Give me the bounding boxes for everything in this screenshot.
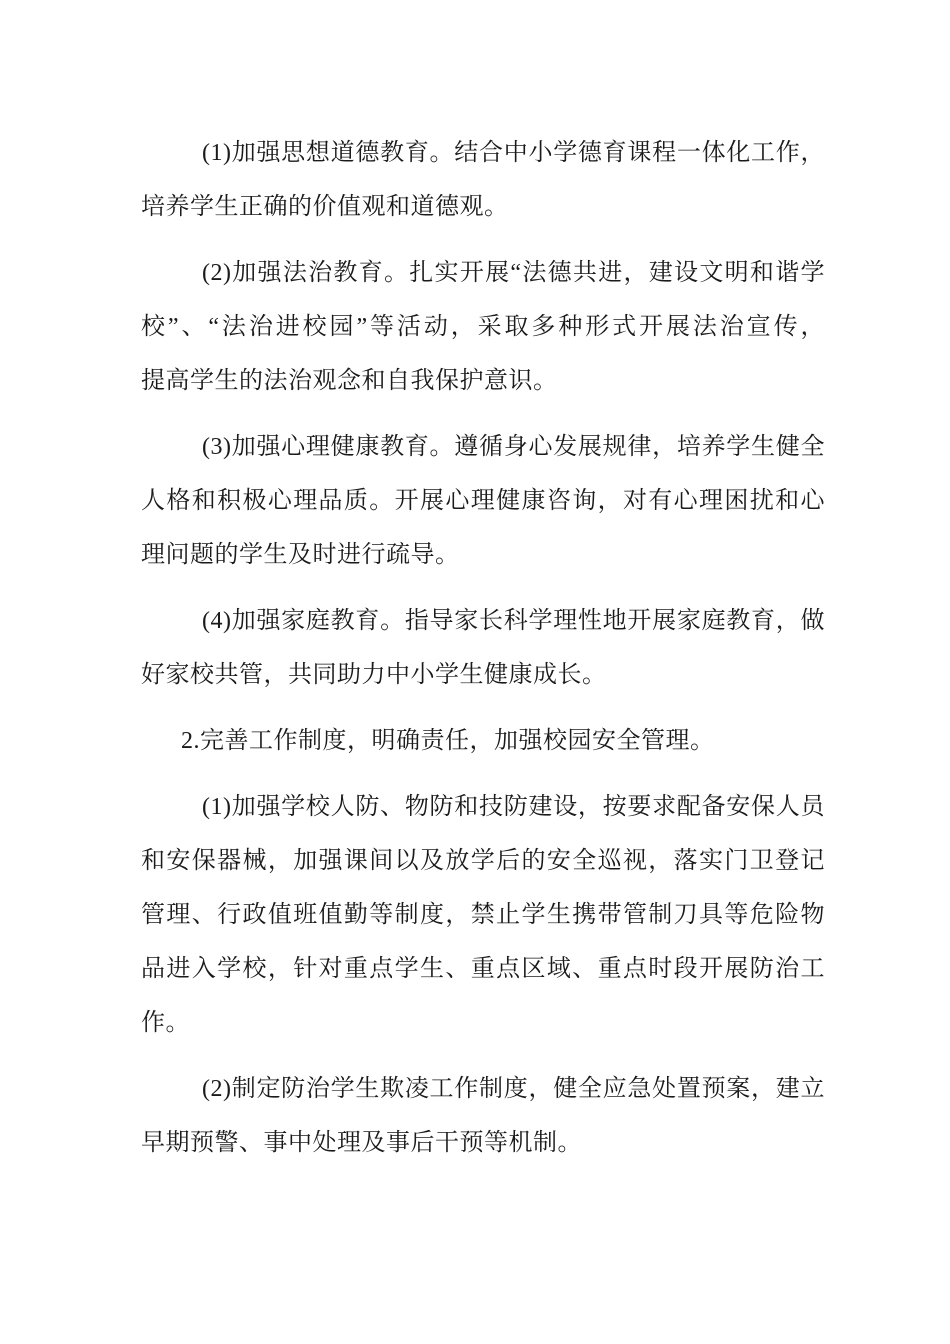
paragraph-item-2-heading	[141, 714, 825, 768]
text-line: 和安保器械，加强课间以及放学后的安全巡视，落实门卫登记	[141, 848, 825, 874]
text-line: 管理、行政值班值勤等制度，禁止学生携带管制刀具等危险物	[141, 902, 825, 928]
text-line: (2)加强法治教育。扎实开展“法德共进，建设文明和谐学	[202, 260, 825, 286]
text-line: (3)加强心理健康教育。遵循身心发展规律，培养学生健全	[202, 434, 825, 460]
text-line: 理问题的学生及时进行疏导。	[141, 542, 460, 568]
text-line: 品进入学校，针对重点学生、重点区域、重点时段开展防治工	[141, 956, 825, 982]
paragraph-item-2-1	[141, 780, 825, 1050]
text-line: 人格和积极心理品质。开展心理健康咨询，对有心理困扰和心	[141, 488, 825, 514]
text-line: 作。	[141, 1010, 190, 1036]
paragraph-item-1-4	[141, 594, 825, 702]
paragraph-item-1-1	[141, 126, 825, 234]
paragraph-item-1-3	[141, 420, 825, 582]
text-line: 培养学生正确的价值观和道德观。	[141, 194, 509, 220]
paragraph-item-1-2	[141, 246, 825, 408]
text-line: (1)加强思想道德教育。结合中小学德育课程一体化工作，	[202, 140, 825, 166]
text-line: 校”、“法治进校园”等活动，采取多种形式开展法治宣传，	[141, 314, 825, 340]
text-line: 2.完善工作制度，明确责任，加强校园安全管理。	[181, 728, 715, 754]
text-line: 早期预警、事中处理及事后干预等机制。	[141, 1130, 582, 1156]
text-line: 提高学生的法治观念和自我保护意识。	[141, 368, 558, 394]
text-line: 好家校共管，共同助力中小学生健康成长。	[141, 662, 607, 688]
text-line: (2)制定防治学生欺凌工作制度，健全应急处置预案，建立	[202, 1076, 825, 1102]
text-line: (1)加强学校人防、物防和技防建设，按要求配备安保人员	[202, 794, 825, 820]
document-content	[141, 126, 825, 1182]
text-line: (4)加强家庭教育。指导家长科学理性地开展家庭教育，做	[202, 608, 825, 634]
paragraph-item-2-2	[141, 1062, 825, 1170]
